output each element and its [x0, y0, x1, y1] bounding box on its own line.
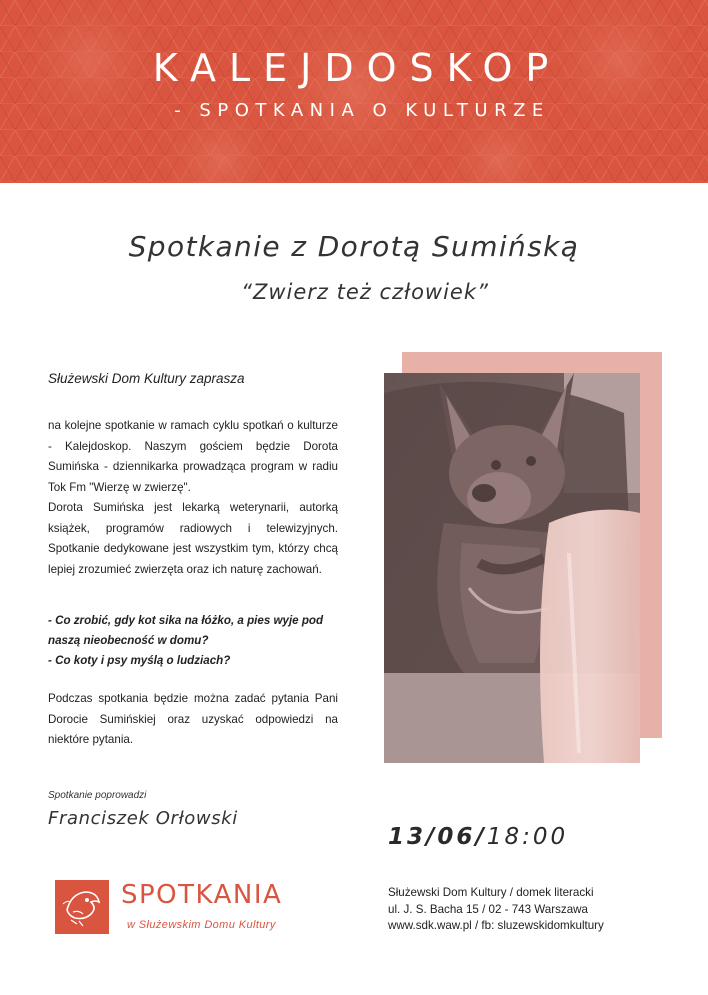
questions: [48, 611, 348, 671]
footer-line-1: Służewski Dom Kultury / domek literacki: [388, 886, 594, 899]
footer-line-3: www.sdk.waw.pl / fb: sluzewskidomkultury: [388, 919, 604, 933]
dog-photo: [384, 373, 640, 763]
description-paragraph-1: na kolejne spotkanie w ramach cyklu spotkań o kulturze - Kalejdoskop. Naszym gościem będzie Dorota Sumińska - dziennikarka prowadząca program w radiu Tok Fm "Wierzę w zwierzę".: [48, 419, 338, 494]
brand-subtitle: - SPOTKANIA O KULTURZE: [174, 100, 550, 121]
dog-illustration: [384, 373, 640, 763]
question-1: - Co zrobić, gdy kot sika na łóżko, a pies wyje pod naszą nieobecność w domu?: [48, 614, 324, 647]
kaleidoscope-pattern: [0, 0, 708, 183]
brand-title: KALEJDOSKOP: [152, 46, 562, 90]
stylized-bird-icon: [55, 880, 109, 934]
event-date: 13/06/18:00: [388, 824, 569, 850]
date-day: 13: [388, 824, 427, 850]
description-paragraph-2: Dorota Sumińska jest lekarką weterynarii, autorką książek, programów radiowych i telewizyjnych. Spotkanie dedykowane jest wszystkim tym, którzy chcą lepiej zrozumieć zwierzęta oraz ich naturę zachowań.: [48, 501, 338, 576]
logo-subtitle: w Służewskim Domu Kultury: [127, 919, 276, 931]
event-subtitle: “Zwierz też człowiek”: [241, 280, 489, 304]
header-banner: [0, 0, 708, 183]
host-label: Spotkanie poprowadzi: [48, 790, 147, 801]
question-2: - Co koty i psy myślą o ludziach?: [48, 654, 231, 667]
logo-title: SPOTKANIA: [121, 880, 283, 910]
description: [48, 416, 338, 580]
intro-text: Służewski Dom Kultury zaprasza: [48, 371, 245, 386]
closing-paragraph: Podczas spotkania będzie można zadać pytania Pani Dorocie Sumińskiej oraz uzyskać odpowiedzi na niektóre pytania.: [48, 692, 338, 746]
date-month: 06: [437, 824, 476, 850]
host-name: Franciszek Orłowski: [48, 808, 238, 829]
footer-address: [388, 885, 604, 935]
event-title: Spotkanie z Dorotą Sumińską: [128, 230, 580, 263]
footer-line-2: ul. J. S. Bacha 15 / 02 - 743 Warszawa: [388, 902, 588, 916]
date-time: 18:00: [486, 824, 569, 850]
